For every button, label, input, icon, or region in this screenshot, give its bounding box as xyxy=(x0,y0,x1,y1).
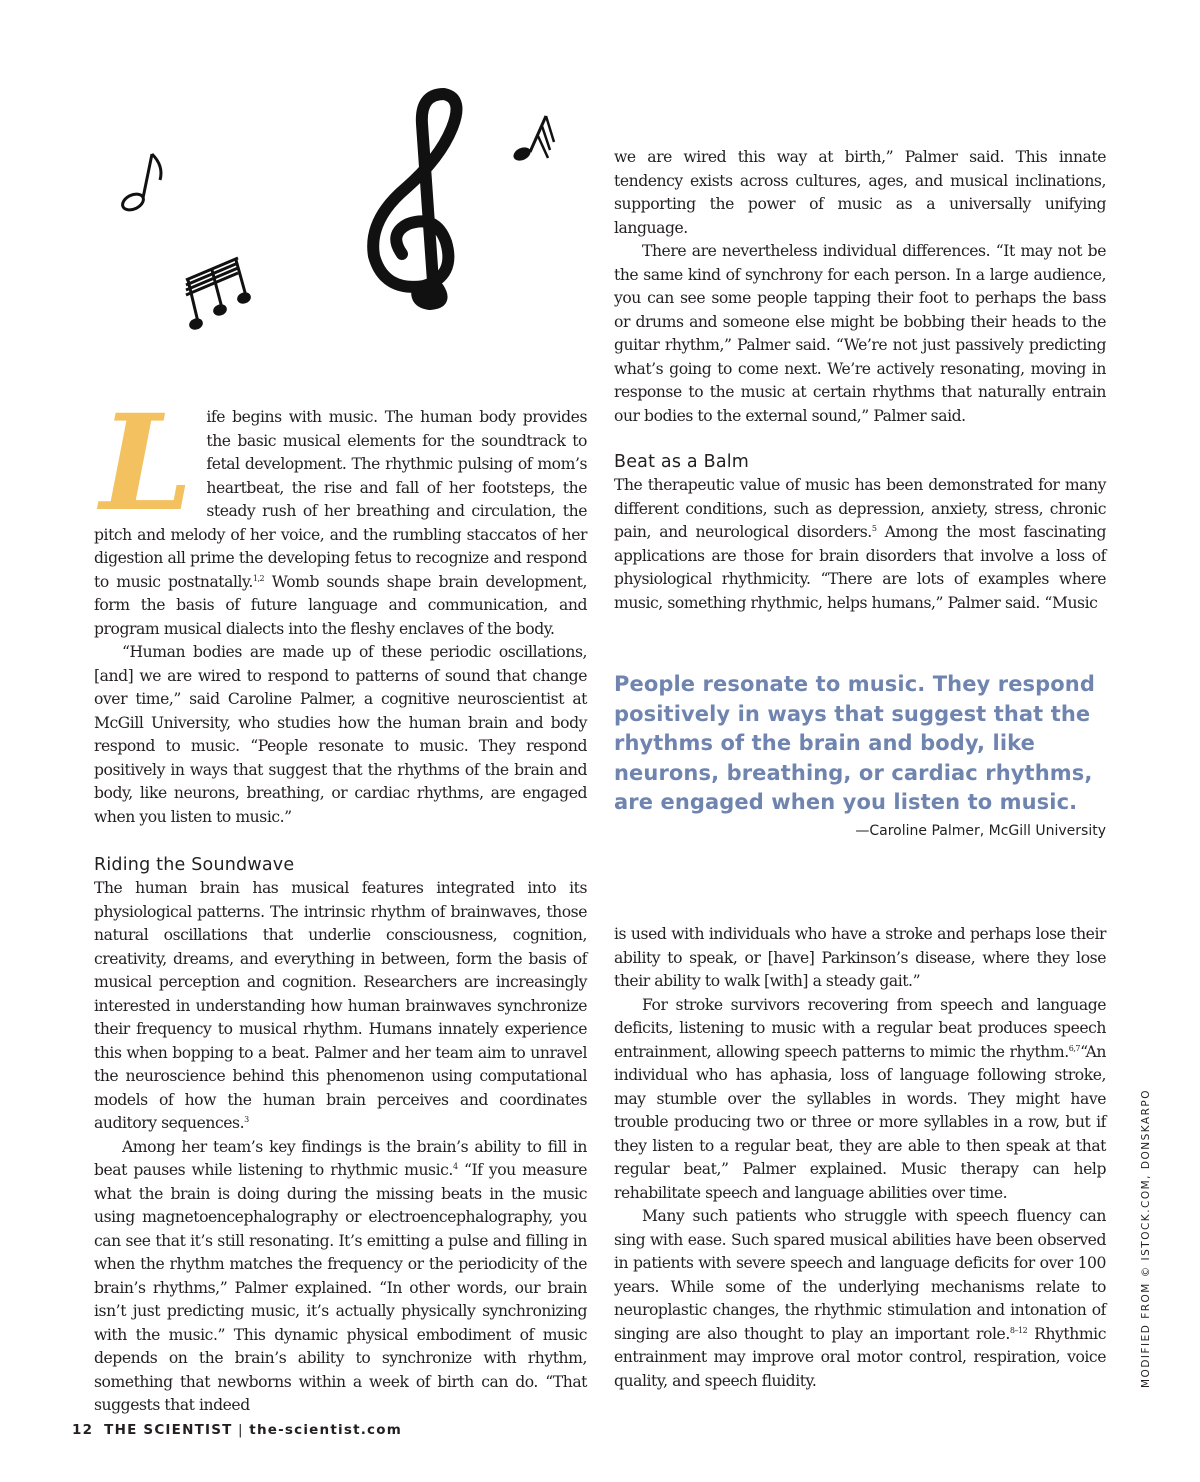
magazine-name: THE SCIENTIST xyxy=(104,1422,233,1438)
image-credit: MODIFIED FROM © ISTOCK.COM, DONSKARPO xyxy=(1140,1088,1152,1388)
section-heading-riding-the-soundwave: Riding the Soundwave xyxy=(94,855,295,875)
page-footer xyxy=(72,1422,402,1438)
differences-paragraph: There are nevertheless individual differences. “It may not be the same kind of synchrony for each person. In a large audience, you can see some people tapping their foot to perhaps the bass or drums and someone else might be bobbing their heads to the guitar rhythm,” Palmer said. “We’re not just passively predicting what’s going to come next. We’re actively resonating, moving in response to the music at certain rhythms that naturally entrain our bodies to the external sound,” Palmer said. xyxy=(614,242,1106,425)
sixteenth-note-icon xyxy=(508,112,568,172)
treble-clef-icon xyxy=(352,88,482,308)
section2-paragraph-1: The therapeutic value of music has been demonstrated for many different conditions, such as depression, anxiety, stress, chronic pain, and neurological disorders.$^5$ Among the most fascinating applications are those for brain disorders that involve a loss of physiological rhythmicity. “There are lots of examples where music, something rhythmic, helps humans,” Palmer said. “Music xyxy=(614,476,1106,612)
pull-quote-attribution: —Caroline Palmer, McGill University xyxy=(855,822,1106,839)
right-column-bottom xyxy=(614,923,1106,1393)
quote-paragraph: “Human bodies are made up of these periodic oscillations, [and] we are wired to respond to patterns of sound that change over time,” said Caroline Palmer, a cognitive neuroscientist at McGill University, who studies how the human brain and body respond to music. “People resonate to music. They respond positively in ways that suggest that the rhythms of the brain and body, like neurons, breathing, or cardiac rhythms, are engaged when you listen to music.” xyxy=(94,643,587,826)
section1-paragraph-1: The human brain has musical features integrated into its physiological patterns. The intrinsic rhythm of brainwaves, those natural oscillations that underlie consciousness, cognition, creativity, dreams, and everything in between, form the basis of musical perception and cognition. Researchers are increasingly interested in understanding how human brainwaves synchronize their frequency to musical rhythm. Humans innately experience this when bopping to a beat. Palmer and her team aim to unravel the neuroscience behind this phenomenon using computational models of how the human brain perceives and coordinates auditory sequences.$^3$ xyxy=(94,879,587,1132)
section-heading-beat-as-a-balm: Beat as a Balm xyxy=(614,452,750,472)
page-number: 12 xyxy=(72,1422,94,1438)
drop-cap: L xyxy=(100,386,193,541)
footer-separator: | xyxy=(238,1422,244,1438)
intro-paragraph: Life begins with music. The human body provides the basic musical elements for the soundtrack to fetal development. The rhythmic pulsing of mom’s heartbeat, the rise and fall of her footsteps, the steady rush of her breathing and circulation, the pitch and melody of her voice, and the rumbling staccatos of her digestion all prime the developing fetus to recognize and respond to music postnatally.$^{1,2}$ Womb sounds shape brain development, form the basis of future language and communication, and program musical dialects into the fleshy enclaves of the body. xyxy=(94,386,587,638)
pull-quote xyxy=(614,670,1106,839)
left-column xyxy=(94,386,588,1418)
right-column-top xyxy=(614,146,1106,615)
pull-quote-text: People resonate to music. They respond positively in ways that suggest that the rhythms of the brain and body, like neurons, breathing, or cardiac rhythms, are engaged when you listen to music. xyxy=(614,672,1095,814)
section1-paragraph-2: Among her team’s key findings is the brain’s ability to fill in beat pauses while listening to rhythmic music.$^4$ “If you measure what the brain is doing during the missing beats in the music using magnetoencephalography or electroencephalography, you can see that it’s still resonating. It’s emitting a pulse and filling in when the rhythm matches the frequency or the periodicity of the brain’s rhythms,” Palmer explained. “In other words, our brain isn’t just predicting music, it’s actually physically synchronizing with the music.” This dynamic physical embodiment of music depends on the brain’s ability to synchronize with rhythm, something that newborns within a week of birth can do. “That suggests that indeed xyxy=(94,1137,588,1414)
singing-paragraph: Many such patients who struggle with speech fluency can sing with ease. Such spared musical abilities have been observed in patients with severe speech and language deficits for over 100 years. While some of the underlying mechanisms relate to neuroplastic changes, the rhythmic stimulation and intonation of singing are also thought to play an important role.$^{8-12}$ Rhythmic entrainment may improve oral motor control, respiration, voice quality, and speech fluidity. xyxy=(614,1207,1106,1390)
music-used-paragraph: is used with individuals who have a stroke and perhaps lose their ability to speak, or [have] Parkinson’s disease, where they lose their ability to walk [with] a steady gait.” xyxy=(614,925,1106,990)
stroke-survivors-paragraph: For stroke survivors recovering from speech and language deficits, listening to music with a regular beat produces speech entrainment, allowing speech patterns to mimic the rhythm.$^{6,7}$“An individual who has aphasia, loss of language following stroke, may stumble over the syllables in words. They might have trouble producing two or three or more syllables in a row, but if they listen to a regular beat, they are able to then speak at that regular beat,” Palmer explained. Music therapy can help rehabilitate speech and language abilities over time. xyxy=(614,995,1106,1202)
magazine-url[interactable]: the-scientist.com xyxy=(249,1422,402,1438)
beamed-notes-icon xyxy=(180,252,260,332)
continued-paragraph: we are wired this way at birth,” Palmer said. This innate tendency exists across cultures, ages, and musical inclinations, supporting the power of music as a universally unifying language. xyxy=(614,148,1106,237)
eighth-note-icon xyxy=(118,148,178,218)
